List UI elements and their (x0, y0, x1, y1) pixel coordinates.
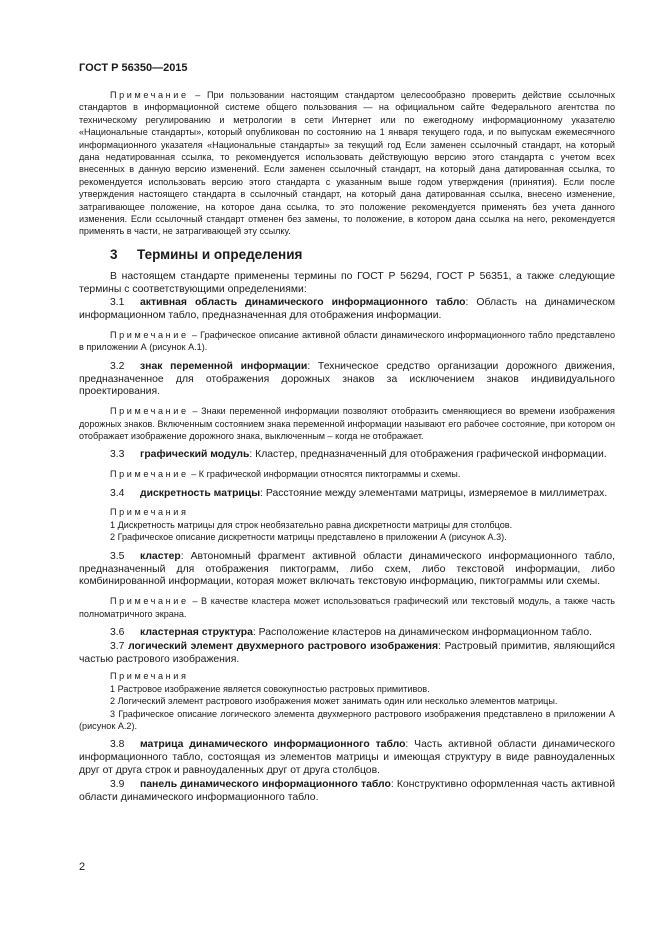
term-3-2 (79, 361, 615, 399)
note-item: 2 Логический элемент растрового изображения может занимать один или несколько элементов матрицы. (110, 696, 558, 707)
term-name: дискретность матрицы (140, 487, 261, 499)
term-3-1 (79, 297, 615, 323)
term-number: 3.1 (110, 297, 125, 309)
note-label: Примечание (110, 90, 189, 100)
term-name: кластер (140, 550, 181, 562)
intro-note (79, 89, 615, 238)
note-label: Примечания (110, 507, 189, 518)
note-label: Примечание (110, 330, 189, 341)
note-3-1 (79, 329, 615, 354)
note-item: 1 Растровое изображение является совокупностью растровых примитивов. (110, 683, 430, 694)
term-name: панель динамического информационного табло (140, 778, 391, 790)
term-number: 3.9 (110, 778, 125, 790)
term-3-3 (79, 449, 615, 462)
term-definition: : Кластер, предназначенный для отображения графической информации. (249, 449, 607, 461)
term-definition: : Область на динамическом информационном табло, предназначенная для отображения информации. (79, 297, 615, 322)
term-definition: : Конструктивно оформленная часть активной области динамического информационного табло. (79, 778, 615, 803)
term-3-8 (79, 739, 615, 777)
section-intro: В настоящем стандарте применены термины по ГОСТ Р 56294, ГОСТ Р 56351, а также следующие термины с соответствующими определениями: (79, 270, 615, 295)
notes-3-4 (79, 506, 615, 543)
term-number: 3.5 (110, 550, 125, 562)
note-label: Примечания (110, 671, 189, 682)
term-definition: : Расстояние между элементами матрицы, измеряемое в миллиметрах. (260, 487, 608, 499)
note-3-3 (79, 468, 615, 480)
term-3-4 (79, 488, 615, 501)
term-definition: : Часть активной области динамического информационного табло, состоящая из элементов матрицы и имеющая структуру в виде равноудаленных друг от друга строк и равноудаленных друг от друга столбцов. (79, 739, 615, 776)
term-3-9 (79, 779, 615, 805)
note-text: – К графической информации относятся пиктограммы и схемы. (188, 469, 461, 480)
term-definition: : Техническое средство организации дорожного движения, предназначенное для отображения дорожных знаков за исключением знаков индивидуального проектирования. (79, 360, 615, 398)
note-label: Примечание (110, 406, 189, 417)
notes-3-7 (79, 670, 615, 732)
term-name: логический элемент двухмерного растрового изображения (128, 640, 439, 652)
term-number: 3.4 (110, 487, 125, 499)
note-text: – Графическое описание активной области динамического информационного табло представлено в приложении А (рисунок А.1). (79, 330, 615, 353)
term-name: активная область динамического информационного табло (140, 297, 466, 309)
term-3-6 (79, 627, 615, 640)
term-number: 3.7 (110, 640, 125, 652)
note-text: – Знаки переменной информации позволяют отобразить сменяющиеся во времени изображения дорожных знаков. Включенным состоянием знака переменной информации называют его рабочее состояние, при котором он отображает изображение дорожного знака, выключенным – когда не отображает. (79, 406, 615, 442)
term-definition: : Расположение кластеров на динамическом информационном табло. (252, 626, 593, 638)
note-item: 1 Дискретность матрицы для строк необязательно равна дискретности матрицы для столбцов. (110, 519, 513, 530)
term-definition: : Растровый примитив, являющийся частью растрового изображения. (79, 640, 615, 665)
note-3-2 (79, 405, 615, 442)
term-name: кластерная структура (140, 626, 253, 638)
note-item: 2 Графическое описание дискретности матрицы представлено в приложении А (рисунок А.3). (110, 532, 507, 543)
term-number: 3.3 (110, 449, 125, 461)
section-number: 3 (110, 246, 118, 262)
note-text: – В качестве кластера может использоваться графический или текстовый модуль, а также часть полноматричного экрана. (79, 596, 615, 619)
term-number: 3.6 (110, 626, 125, 638)
document-page (79, 62, 615, 804)
term-name: графический модуль (140, 449, 250, 461)
section-title: Термины и определения (137, 246, 303, 262)
term-name: знак переменной информации (140, 360, 308, 372)
term-number: 3.2 (110, 360, 125, 372)
term-name: матрица динамического информационного табло (140, 739, 406, 751)
note-3-5 (79, 595, 615, 620)
term-number: 3.8 (110, 739, 125, 751)
term-definition: : Автономный фрагмент активной области динамического информационного табло, предназначенный для отображения пиктограмм, либо схем, либо текстовой информации, либо комбинированной информации, которая может включать текстовую информацию, пиктограммы или схемы. (79, 550, 615, 588)
term-3-5 (79, 551, 615, 589)
note-item: 3 Графическое описание логического элемента двухмерного растрового изображения представлено в приложении А (рисунок А.2). (79, 708, 615, 731)
note-label: Примечание (110, 469, 189, 480)
section-heading (110, 247, 615, 262)
note-label: Примечание (110, 596, 189, 607)
term-3-7 (79, 641, 615, 667)
note-text: – При пользовании настоящим стандартом целесообразно проверить действие ссылочных стандартов в информационной системе общего пользования — на официальном сайте Федерального агентства по техническому регулированию и метрологии в сети Интернет или по ежегодному информационному указателю «Национальные стандарты», который опубликован по состоянию на 1 января текущего года, и по выпускам ежемесячного информационного указателя «Национальные стандарты» за текущий год Если заменен ссылочный стандарт, на который дана недатированная ссылка, то рекомендуется использовать действующую версию этого стандарта с учетом всех внесенных в данную версию изменений. Если заменен ссылочный стандарт, на который дана датированная ссылка, то рекомендуется использовать версию этого стандарта с указанным выше годом утверждения (принятия). Если после утверждения настоящего стандарта в ссылочный стандарт, на который дана датированная ссылка, внесено изменение, затрагивающее положение, на которое дана ссылка, то это положение рекомендуется применять без учета данного изменения. Если ссылочный стандарт отменен без замены, то положение, в котором дана ссылка на него, рекомендуется применять в части, не затрагивающей эту ссылку. (79, 90, 615, 237)
page-number: 2 (79, 861, 86, 873)
document-header: ГОСТ Р 56350—2015 (79, 62, 188, 74)
